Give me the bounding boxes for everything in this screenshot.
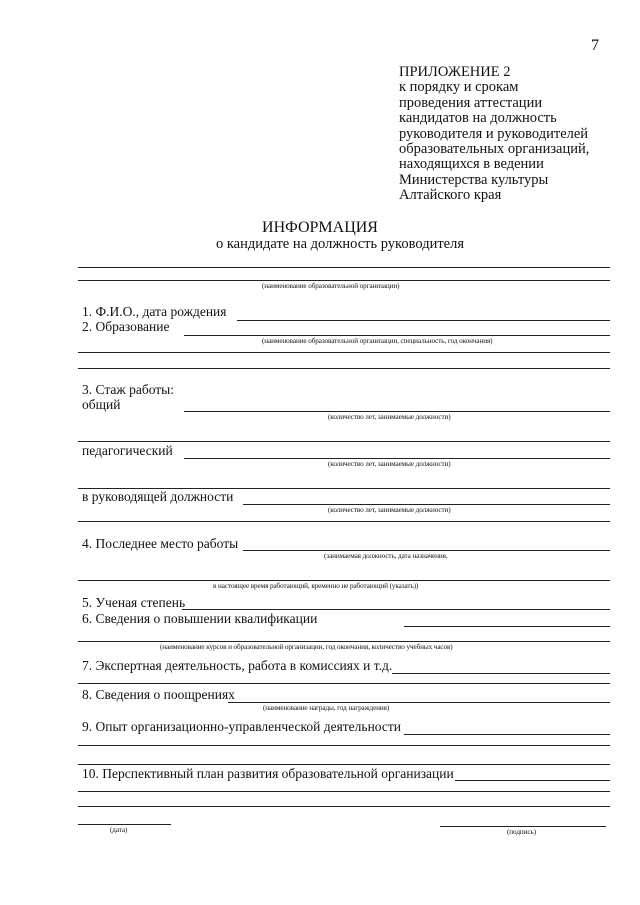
field-label-development-plan: 10. Перспективный план развития образовательной организации xyxy=(82,766,454,781)
fill-line-awards[interactable] xyxy=(228,702,610,703)
caption-education: (наименование образовательной организации, специальность, год окончания) xyxy=(262,337,493,345)
caption-last-job-1: (занимаемая должность, дата назначения, xyxy=(324,552,448,560)
fill-line[interactable] xyxy=(78,352,610,353)
fill-line[interactable] xyxy=(78,521,610,522)
fill-line-fio[interactable] xyxy=(237,320,610,321)
caption-last-job-2: в настоящее время работающий, временно не работающий (указать)) xyxy=(213,582,419,590)
field-label-management-experience: 9. Опыт организационно-управленческой деятельности xyxy=(82,719,401,734)
fill-line[interactable] xyxy=(78,745,610,746)
field-label-degree: 5. Ученая степень xyxy=(82,595,186,610)
annex-header xyxy=(399,65,589,204)
annex-line: образовательных организаций, xyxy=(399,141,590,158)
field-label-qualification: 6. Сведения о повышении квалификации xyxy=(82,611,318,626)
fill-line[interactable] xyxy=(78,683,610,684)
document-subtitle: о кандидате на должность руководителя xyxy=(215,236,465,252)
caption-date: (дата) xyxy=(110,826,128,834)
annex-line: кандидатов на должность xyxy=(399,110,557,127)
fill-line[interactable] xyxy=(78,441,610,442)
caption-experience-total: (количество лет, занимаемые должности) xyxy=(328,413,451,421)
field-label-experience: 3. Стаж работы: xyxy=(82,382,174,397)
caption-signature: (подпись) xyxy=(507,828,536,836)
field-label-experience-teaching: педагогический xyxy=(82,443,173,458)
fill-line-degree[interactable] xyxy=(182,609,610,610)
annex-line: к порядку и срокам xyxy=(399,79,519,96)
fill-line[interactable] xyxy=(78,580,610,581)
fill-line[interactable] xyxy=(78,368,610,369)
annex-line: находящихся в ведении xyxy=(399,156,544,173)
annex-line: руководителя и руководителей xyxy=(399,125,589,142)
fill-line-expert-activity[interactable] xyxy=(392,673,610,674)
signature-line[interactable] xyxy=(440,826,606,827)
caption-org-name: (наименование образовательной организации) xyxy=(262,282,400,290)
fill-line[interactable] xyxy=(78,641,610,642)
fill-line-experience-management[interactable] xyxy=(243,504,610,505)
field-label-expert-activity: 7. Экспертная деятельность, работа в комиссиях и т.д. xyxy=(82,658,393,673)
fill-line[interactable] xyxy=(78,791,610,792)
annex-line: ПРИЛОЖЕНИЕ 2 xyxy=(399,64,511,80)
fill-line-education[interactable] xyxy=(184,335,610,336)
fill-line-last-job[interactable] xyxy=(243,550,610,551)
annex-line: проведения аттестации xyxy=(399,94,543,111)
caption-experience-management: (количество лет, занимаемые должности) xyxy=(328,506,451,514)
field-label-experience-total: общий xyxy=(82,397,121,412)
fill-line-qualification[interactable] xyxy=(404,626,610,627)
caption-qualification: (наименование курсов и образовательной организации, год окончания, количество учебных часов) xyxy=(160,643,453,651)
fill-line-development-plan[interactable] xyxy=(455,780,610,781)
fill-line-experience-teaching[interactable] xyxy=(184,458,610,459)
fill-line[interactable] xyxy=(78,267,610,268)
caption-experience-teaching: (количество лет, занимаемые должности) xyxy=(328,460,451,468)
fill-line-management-experience[interactable] xyxy=(404,734,610,735)
annex-line: Министерства культуры xyxy=(399,171,549,188)
field-label-last-job: 4. Последнее место работы xyxy=(82,536,239,551)
fill-line-experience-total[interactable] xyxy=(184,411,610,412)
fill-line[interactable] xyxy=(78,280,610,281)
document-title: ИНФОРМАЦИЯ xyxy=(262,219,378,236)
date-line[interactable] xyxy=(78,824,171,825)
annex-line: Алтайского края xyxy=(399,187,502,204)
field-label-education: 2. Образование xyxy=(82,319,170,334)
fill-line[interactable] xyxy=(78,764,610,765)
field-label-fio: 1. Ф.И.О., дата рождения xyxy=(82,304,227,319)
fill-line[interactable] xyxy=(78,806,610,807)
field-label-awards: 8. Сведения о поощрениях xyxy=(82,687,235,702)
page-number: 7 xyxy=(591,37,599,54)
caption-awards: (наименование награды, год награждения) xyxy=(263,704,390,712)
field-label-experience-management: в руководящей должности xyxy=(82,489,234,504)
